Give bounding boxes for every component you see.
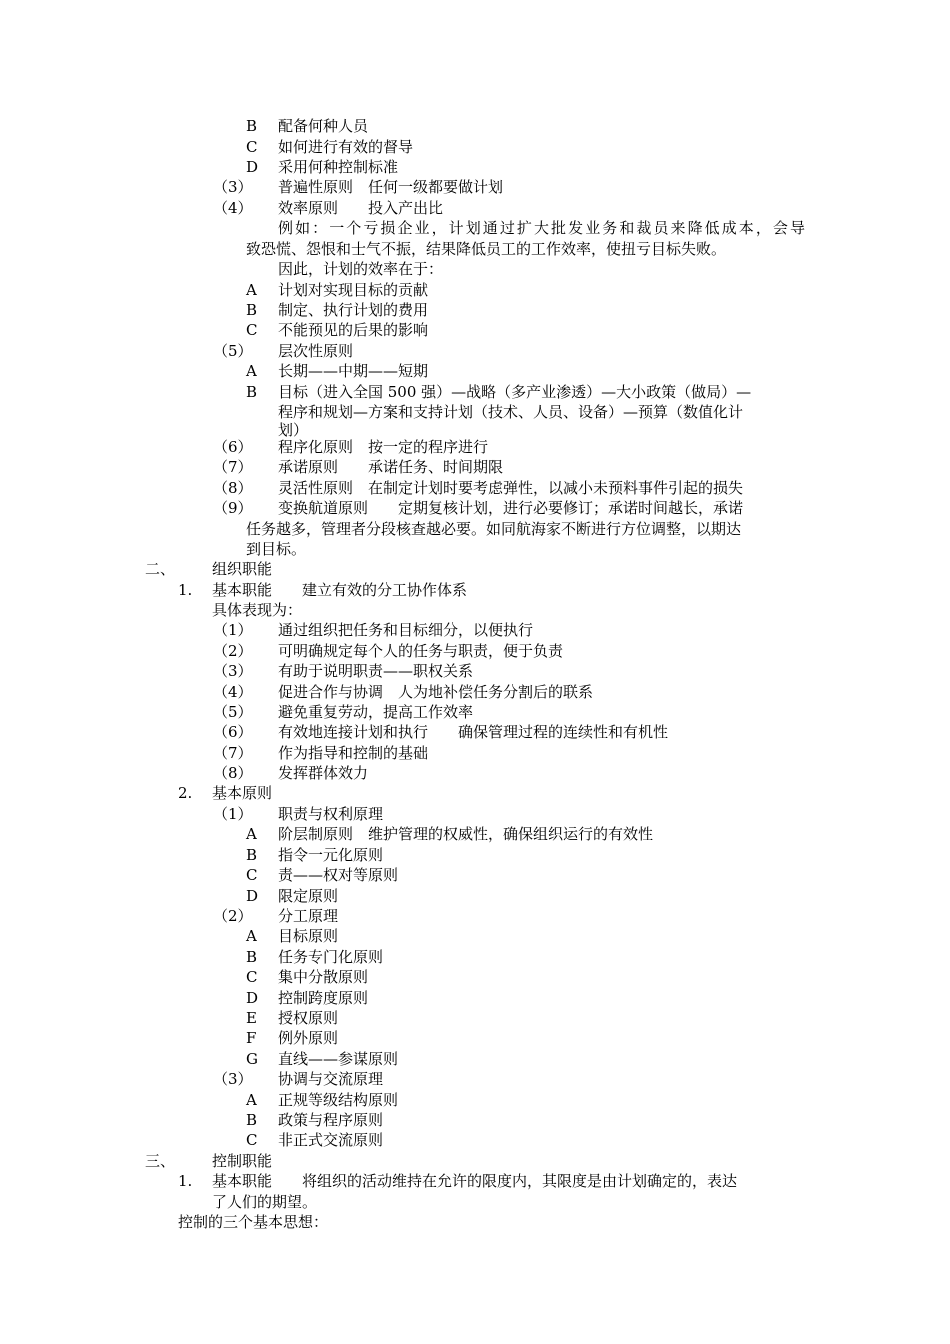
- item-text: 可明确规定每个人的任务与职责，便于负责: [278, 642, 564, 660]
- item-text: 承诺原则 承诺任务、时间期限: [278, 458, 504, 476]
- item-marker: B: [246, 846, 258, 864]
- item-marker: B: [246, 301, 258, 319]
- section-number: 二、: [145, 560, 176, 578]
- paragraph-text: 划）: [278, 421, 309, 439]
- item-marker: D: [246, 989, 259, 1007]
- item-text: 通过组织把任务和目标细分，以便执行: [278, 621, 534, 639]
- item-text: 阶层制原则 维护管理的权威性，确保组织运行的有效性: [278, 825, 654, 843]
- item-marker: （5）: [213, 703, 253, 721]
- item-text: 非正式交流原则: [278, 1131, 384, 1149]
- paragraph-text: 任务越多，管理者分段核查越必要。如同航海家不断进行方位调整，以期达: [246, 520, 742, 538]
- item-marker: A: [246, 1091, 257, 1109]
- paragraph-text: 例如：一个亏损企业，计划通过扩大批发业务和裁员来降低成本，会导: [278, 219, 805, 237]
- item-text: 发挥群体效力: [278, 764, 369, 782]
- subsection-title: 基本原则: [212, 784, 273, 802]
- paragraph-text: 控制的三个基本思想：: [178, 1213, 329, 1231]
- item-marker: B: [246, 1111, 258, 1129]
- item-marker: （3）: [213, 662, 253, 680]
- paragraph-text: 到目标。: [246, 540, 307, 558]
- paragraph-text: 程序和规划—方案和支持计划（技术、人员、设备）—预算（数值化计: [278, 403, 744, 421]
- item-text: 目标原则: [278, 927, 339, 945]
- subsection-title: 基本职能 将组织的活动维持在允许的限度内，其限度是由计划确定的，表达: [212, 1172, 738, 1190]
- item-text: 不能预见的后果的影响: [278, 321, 429, 339]
- item-text: 变换航道原则 定期复核计划，进行必要修订；承诺时间越长，承诺: [278, 499, 744, 517]
- item-marker: （5）: [213, 342, 253, 360]
- item-marker: （8）: [213, 479, 253, 497]
- item-marker: C: [246, 866, 258, 884]
- item-marker: （1）: [213, 621, 253, 639]
- section-title: 组织职能: [212, 560, 273, 578]
- item-text: 政策与程序原则: [278, 1111, 384, 1129]
- item-text: 指令一元化原则: [278, 846, 384, 864]
- item-text: 目标（进入全国 500 强）—战略（多产业渗透）—大小政策（做局）—: [278, 383, 752, 401]
- section-title: 控制职能: [212, 1152, 273, 1170]
- item-text: 计划对实现目标的贡献: [278, 281, 429, 299]
- item-marker: （4）: [213, 199, 253, 217]
- paragraph-text: 致恐慌、怨恨和士气不振，结果降低员工的工作效率，使扭亏目标失败。: [246, 240, 727, 258]
- subsection-number: 1.: [178, 581, 193, 599]
- item-marker: D: [246, 887, 259, 905]
- item-marker: E: [246, 1009, 257, 1027]
- item-text: 促进合作与协调 人为地补偿任务分割后的联系: [278, 683, 594, 701]
- item-marker: （2）: [213, 642, 253, 660]
- item-marker: B: [246, 117, 258, 135]
- item-marker: （8）: [213, 764, 253, 782]
- item-marker: （7）: [213, 744, 253, 762]
- item-text: 配备何种人员: [278, 117, 369, 135]
- item-marker: （3）: [213, 1070, 253, 1088]
- item-text: 有助于说明职责——职权关系: [278, 662, 474, 680]
- item-text: 责——权对等原则: [278, 866, 399, 884]
- item-marker: F: [246, 1029, 257, 1047]
- item-text: 集中分散原则: [278, 968, 369, 986]
- item-marker: B: [246, 383, 258, 401]
- subsection-number: 2.: [178, 784, 193, 802]
- item-text: 任务专门化原则: [278, 948, 384, 966]
- item-text: 程序化原则 按一定的程序进行: [278, 438, 489, 456]
- item-text: 作为指导和控制的基础: [278, 744, 429, 762]
- item-text: 如何进行有效的督导: [278, 138, 414, 156]
- item-text: 长期——中期——短期: [278, 362, 429, 380]
- item-text: 例外原则: [278, 1029, 339, 1047]
- item-marker: A: [246, 825, 257, 843]
- item-text: 直线——参谋原则: [278, 1050, 399, 1068]
- item-marker: G: [246, 1050, 258, 1068]
- item-marker: C: [246, 968, 258, 986]
- item-marker: D: [246, 158, 259, 176]
- item-marker: B: [246, 948, 258, 966]
- item-marker: （6）: [213, 438, 253, 456]
- item-marker: （1）: [213, 805, 253, 823]
- item-marker: （9）: [213, 499, 253, 517]
- item-text: 职责与权利原理: [278, 805, 384, 823]
- item-marker: （2）: [213, 907, 253, 925]
- subsection-number: 1.: [178, 1172, 193, 1190]
- item-text: 授权原则: [278, 1009, 339, 1027]
- item-marker: C: [246, 321, 258, 339]
- paragraph-text: 因此，计划的效率在于：: [278, 260, 444, 278]
- item-marker: C: [246, 138, 258, 156]
- item-marker: A: [246, 927, 257, 945]
- item-text: 制定、执行计划的费用: [278, 301, 429, 319]
- item-marker: （3）: [213, 178, 253, 196]
- item-text: 正规等级结构原则: [278, 1091, 399, 1109]
- item-text: 有效地连接计划和执行 确保管理过程的连续性和有机性: [278, 723, 669, 741]
- item-text: 灵活性原则 在制定计划时要考虑弹性，以减小未预料事件引起的损失: [278, 479, 744, 497]
- item-text: 效率原则 投入产出比: [278, 199, 444, 217]
- item-marker: A: [246, 362, 257, 380]
- item-text: 采用何种控制标准: [278, 158, 399, 176]
- section-number: 三、: [145, 1152, 176, 1170]
- item-marker: （7）: [213, 458, 253, 476]
- paragraph-text: 了人们的期望。: [212, 1193, 318, 1211]
- item-text: 避免重复劳动，提高工作效率: [278, 703, 474, 721]
- item-marker: （4）: [213, 683, 253, 701]
- item-text: 控制跨度原则: [278, 989, 369, 1007]
- item-marker: A: [246, 281, 257, 299]
- item-marker: （6）: [213, 723, 253, 741]
- paragraph-text: 具体表现为：: [212, 601, 303, 619]
- subsection-title: 基本职能 建立有效的分工协作体系: [212, 581, 468, 599]
- item-marker: C: [246, 1131, 258, 1149]
- item-text: 限定原则: [278, 887, 339, 905]
- item-text: 协调与交流原理: [278, 1070, 384, 1088]
- item-text: 普遍性原则 任何一级都要做计划: [278, 178, 504, 196]
- item-text: 层次性原则: [278, 342, 354, 360]
- item-text: 分工原理: [278, 907, 339, 925]
